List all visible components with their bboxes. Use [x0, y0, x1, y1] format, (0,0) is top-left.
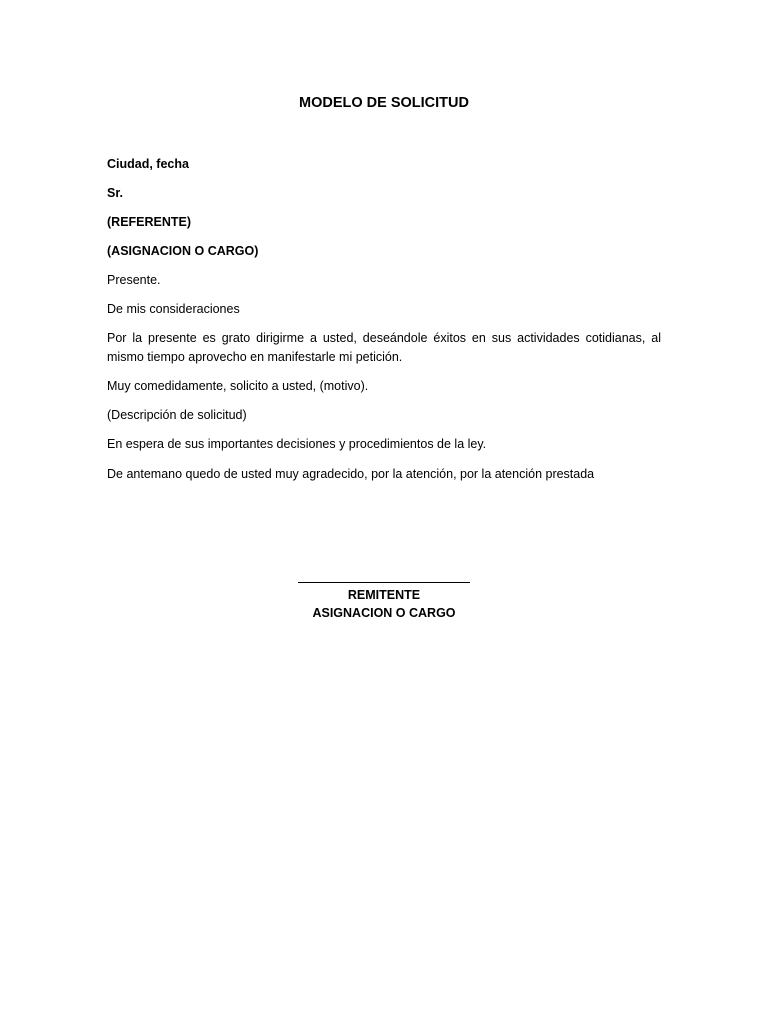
present-line: Presente. — [107, 273, 161, 287]
closing-line: De antemano quedo de usted muy agradecido, por la atención, por la atención prestada — [107, 467, 595, 481]
description-line: (Descripción de solicitud) — [107, 408, 247, 422]
assignment-line: (ASIGNACION O CARGO) — [107, 244, 259, 258]
document-title: MODELO DE SOLICITUD — [299, 95, 469, 111]
signature-line — [298, 582, 470, 583]
waiting-line: En espera de sus importantes decisiones y procedimientos de la ley. — [107, 437, 487, 451]
city-date-line: Ciudad, fecha — [107, 157, 189, 171]
request-line: Muy comedidamente, solicito a usted, (motivo). — [107, 379, 369, 393]
salutation-line: Sr. — [107, 186, 123, 200]
considerations-line: De mis consideraciones — [107, 302, 240, 316]
referent-line: (REFERENTE) — [107, 215, 192, 229]
signature-sender-role: ASIGNACION O CARGO — [312, 606, 456, 620]
signature-sender: REMITENTE — [347, 588, 421, 602]
intro-paragraph: Por la presente es grato dirigirme a usted, deseándole éxitos en sus actividades cotidianas, al mismo tiempo aprovecho en manifestarle mi petición. — [107, 331, 661, 364]
